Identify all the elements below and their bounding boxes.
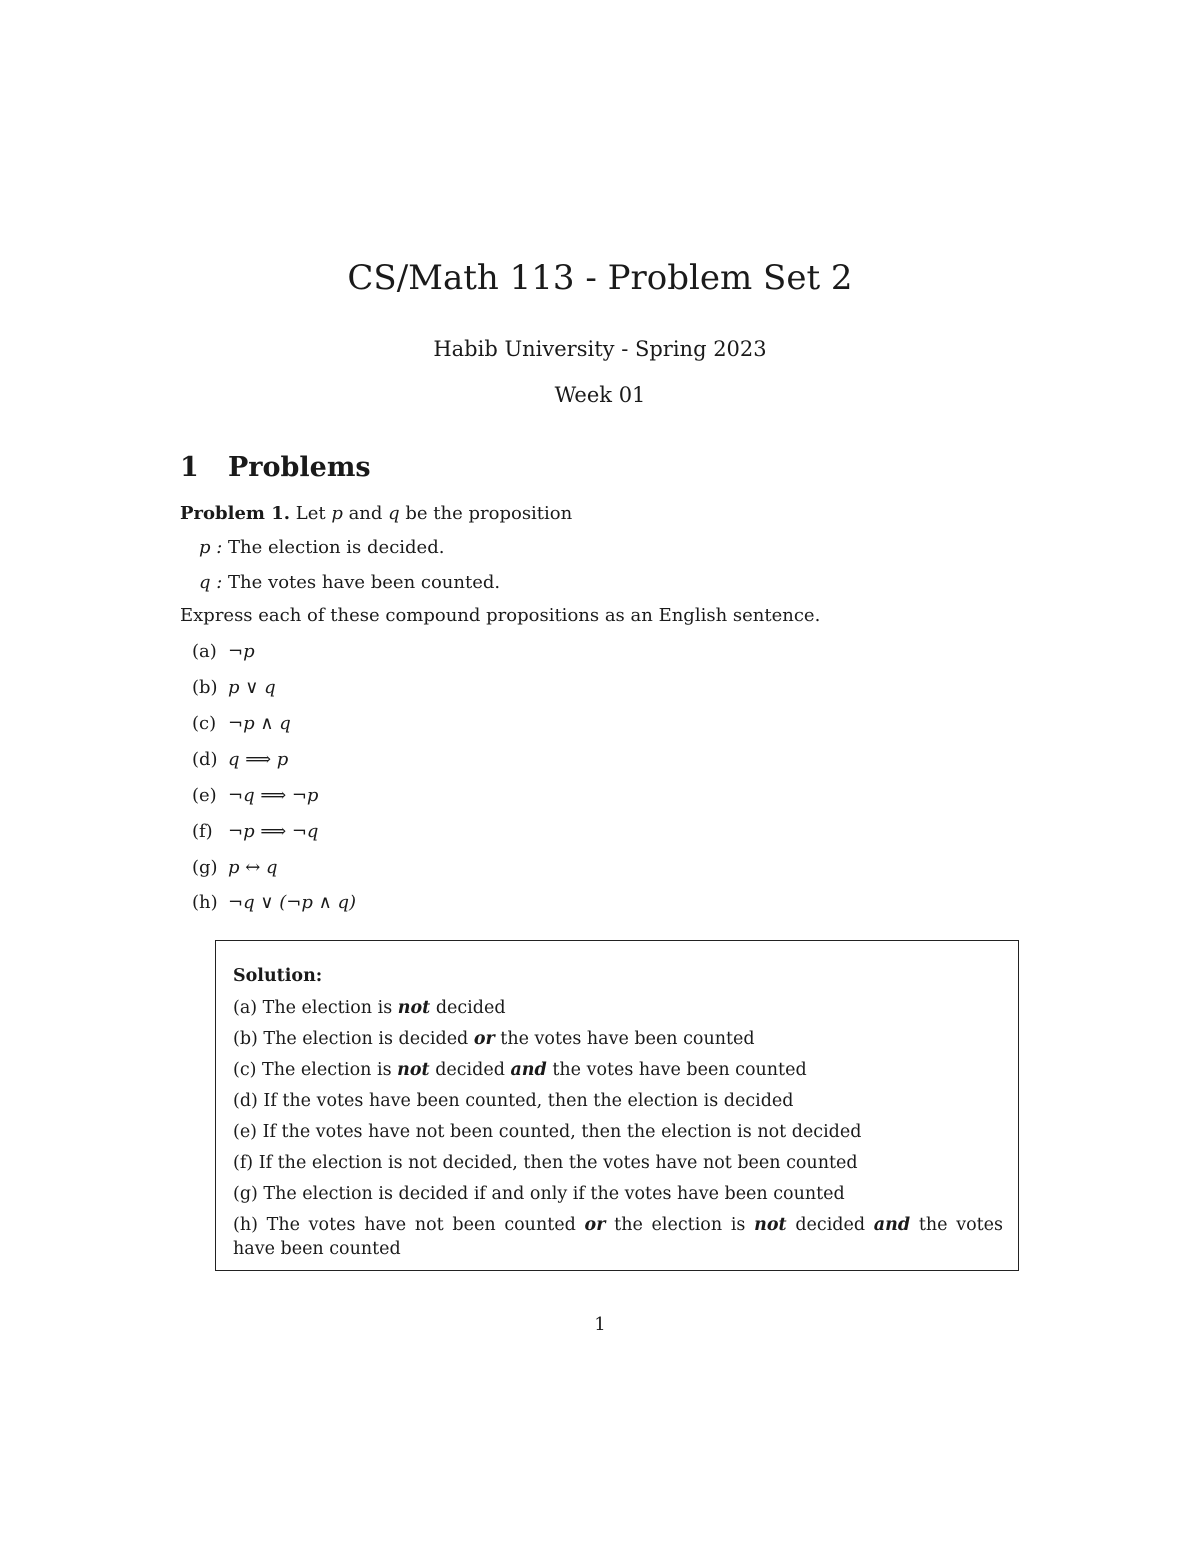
list-item bbox=[192, 890, 356, 916]
var-p: p bbox=[331, 503, 343, 524]
list-item bbox=[192, 711, 291, 737]
solution-item-a bbox=[233, 996, 506, 1020]
list-item-label: (b) bbox=[192, 677, 218, 698]
solution-text: (b) The election is decided bbox=[233, 1029, 474, 1049]
solution-item-e: (e) If the votes have not been counted, then the election is not decided bbox=[233, 1122, 862, 1142]
list-item-label: (c) bbox=[192, 713, 217, 734]
section-number: 1 bbox=[180, 452, 199, 483]
solution-emphasis: or bbox=[473, 1029, 495, 1049]
var-q: q bbox=[388, 503, 400, 524]
solution-emphasis: or bbox=[584, 1215, 606, 1235]
solution-item-b bbox=[233, 1027, 755, 1051]
solution-heading: Solution: bbox=[233, 966, 323, 986]
definition-q bbox=[199, 570, 500, 596]
solution-box bbox=[215, 940, 1019, 1271]
list-item-expression: p ↔ q bbox=[228, 857, 278, 878]
list-item-label: (g) bbox=[192, 857, 218, 878]
list-item-label: (d) bbox=[192, 749, 218, 770]
solution-text: (a) The election is bbox=[233, 998, 398, 1018]
section-title: Problems bbox=[228, 452, 371, 483]
list-item-expression: ¬p ⟹ ¬q bbox=[228, 821, 319, 842]
solution-text: decided bbox=[786, 1215, 874, 1235]
section-heading bbox=[180, 448, 371, 488]
solution-emphasis: not bbox=[754, 1215, 787, 1235]
solution-emphasis: and bbox=[510, 1060, 547, 1080]
solution-text: the votes have been counted bbox=[546, 1060, 807, 1080]
list-item bbox=[192, 639, 255, 665]
list-item-expression: ¬p bbox=[228, 641, 255, 662]
definition-p bbox=[199, 535, 444, 561]
document-title: CS/Math 113 - Problem Set 2 bbox=[347, 258, 853, 298]
problem-intro-text: Let bbox=[295, 503, 332, 524]
list-item bbox=[192, 747, 288, 773]
list-item-expression: q ⟹ p bbox=[228, 749, 289, 770]
list-item-label: (f) bbox=[192, 821, 213, 842]
document-subtitle: Habib University - Spring 2023 bbox=[433, 337, 767, 361]
solution-text: decided bbox=[429, 1060, 511, 1080]
solution-item-d: (d) If the votes have been counted, then the election is decided bbox=[233, 1091, 794, 1111]
solution-text: the votes have been counted bbox=[494, 1029, 755, 1049]
solution-emphasis: and bbox=[873, 1215, 911, 1235]
list-item-label: (h) bbox=[192, 892, 218, 913]
solution-item-f: (f) If the election is not decided, then the votes have not been counted bbox=[233, 1153, 858, 1173]
definition-text: The votes have been counted. bbox=[228, 572, 501, 593]
list-item-expression: ¬p ∧ q bbox=[228, 713, 291, 734]
problem-intro-text: and bbox=[342, 503, 389, 524]
problem-intro-text: be the proposition bbox=[399, 503, 573, 524]
list-item-expression: ¬q ⟹ ¬p bbox=[228, 785, 319, 806]
solution-text: (c) The election is bbox=[233, 1060, 398, 1080]
solution-text: (h) The votes have not been counted bbox=[233, 1215, 585, 1235]
solution-item-h bbox=[233, 1213, 1003, 1261]
definition-symbol: p : bbox=[199, 537, 223, 558]
solution-text: decided bbox=[430, 998, 506, 1018]
solution-text: the votes have been counted bbox=[233, 1215, 1003, 1259]
problem-label: Problem 1. bbox=[180, 503, 291, 524]
definition-text: The election is decided. bbox=[228, 537, 445, 558]
solution-emphasis: not bbox=[397, 998, 431, 1018]
list-item bbox=[192, 783, 318, 809]
solution-text: the election is bbox=[605, 1215, 755, 1235]
list-item-expression: ¬q ∨ (¬p ∧ q) bbox=[228, 892, 357, 913]
list-item bbox=[192, 855, 278, 881]
solution-item-g: (g) The election is decided if and only if the votes have been counted bbox=[233, 1184, 845, 1204]
problem-instruction: Express each of these compound propositions as an English sentence. bbox=[180, 605, 821, 626]
list-item bbox=[192, 819, 318, 845]
list-item-label: (e) bbox=[192, 785, 217, 806]
problem-intro bbox=[180, 501, 572, 527]
list-item bbox=[192, 675, 276, 701]
list-item-label: (a) bbox=[192, 641, 217, 662]
page-number: 1 bbox=[594, 1314, 606, 1335]
list-item-expression: p ∨ q bbox=[228, 677, 276, 698]
solution-item-c bbox=[233, 1058, 807, 1082]
definition-symbol: q : bbox=[199, 572, 223, 593]
solution-emphasis: not bbox=[397, 1060, 430, 1080]
document-week: Week 01 bbox=[554, 383, 646, 407]
